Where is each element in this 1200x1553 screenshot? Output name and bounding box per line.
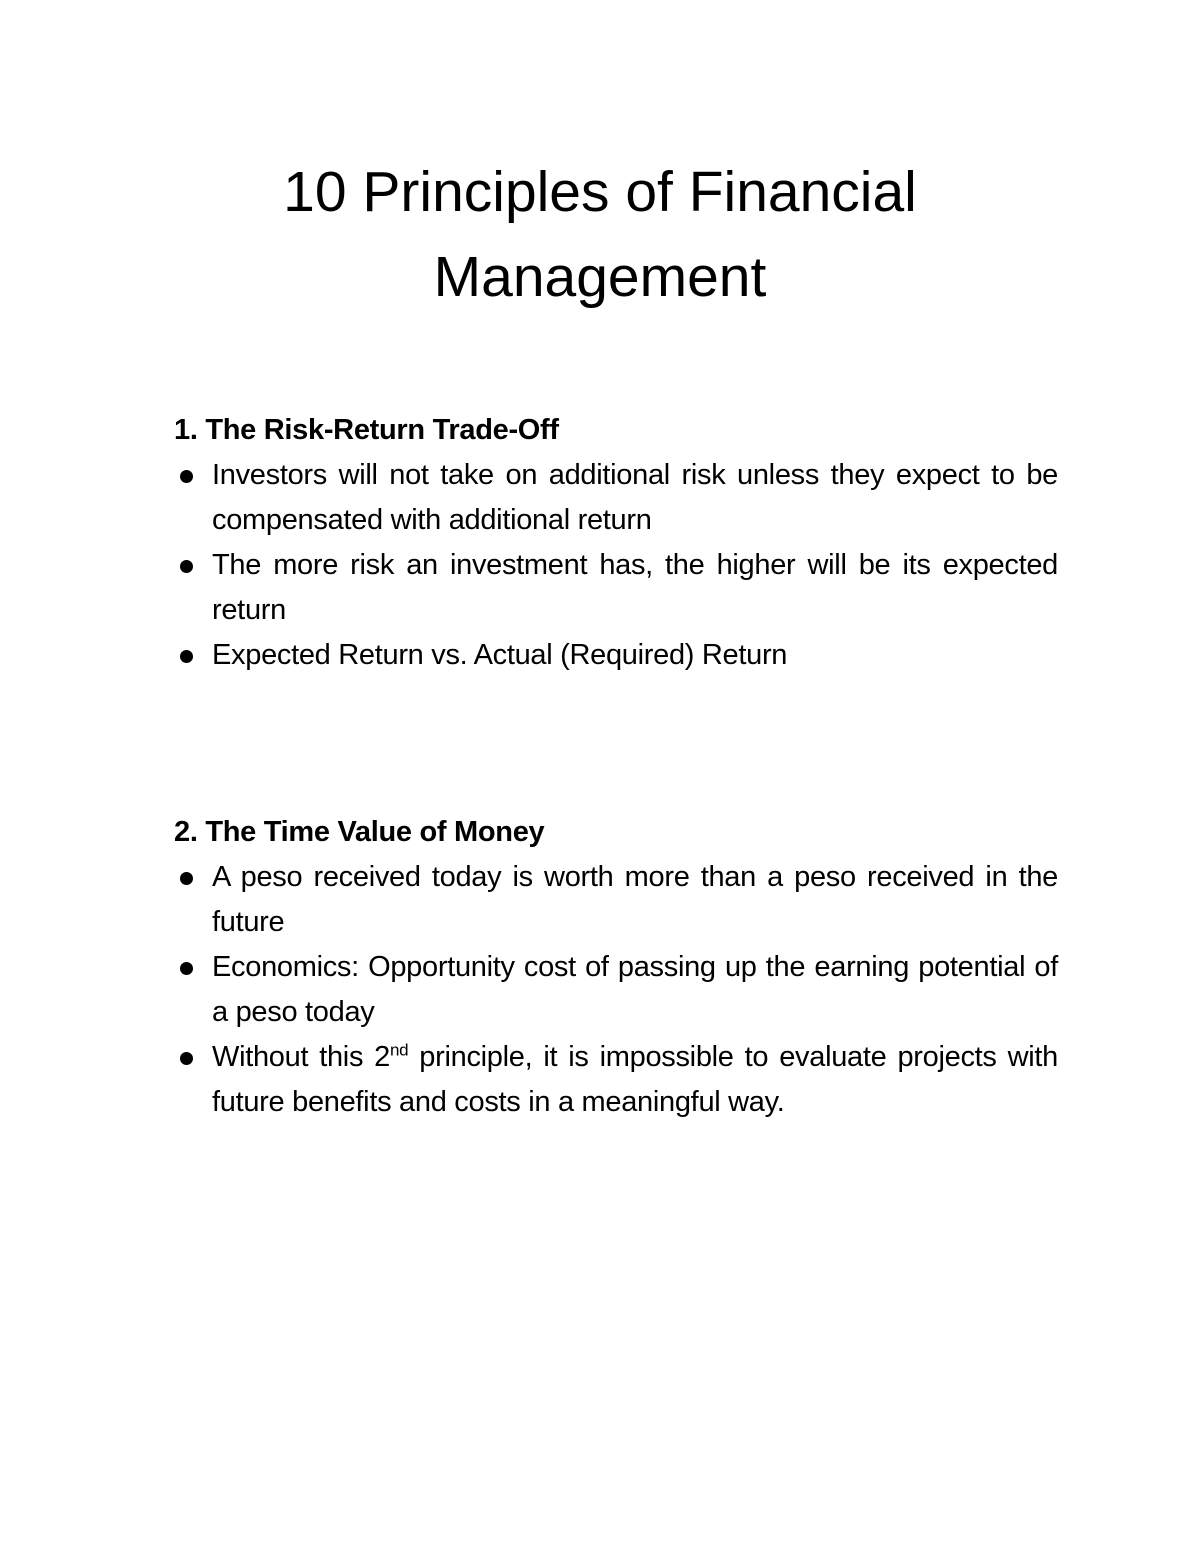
list-item bbox=[174, 453, 1058, 543]
section-heading: 2. The Time Value of Money bbox=[174, 816, 545, 848]
text-before-superscript: Without this 2 bbox=[212, 1041, 390, 1073]
title-line-1: 10 Principles of Financial bbox=[283, 160, 917, 224]
title-line-2: Management bbox=[433, 245, 767, 309]
bullet-list bbox=[174, 855, 1058, 1125]
list-item bbox=[174, 1035, 1058, 1125]
list-item-text: The more risk an investment has, the higher will be its expected return bbox=[212, 549, 1058, 626]
list-item bbox=[174, 633, 1058, 678]
bullet-icon bbox=[180, 872, 193, 885]
bullet-icon bbox=[180, 962, 193, 975]
page-title bbox=[0, 150, 1200, 320]
list-item-text: Economics: Opportunity cost of passing up the earning potential of a peso today bbox=[212, 951, 1058, 1028]
list-item bbox=[174, 855, 1058, 945]
text-after-superscript: principle, it is impossible to evaluate projects with future benefits and costs in a meaningful way. bbox=[212, 1041, 1058, 1118]
bullet-list bbox=[174, 453, 1058, 678]
list-item bbox=[174, 543, 1058, 633]
bullet-icon bbox=[180, 470, 193, 483]
bullet-icon bbox=[180, 560, 193, 573]
bullet-icon bbox=[180, 650, 193, 663]
section-heading: 1. The Risk-Return Trade-Off bbox=[174, 414, 559, 446]
list-item bbox=[174, 945, 1058, 1035]
section-time-value bbox=[174, 810, 1058, 1125]
section-risk-return bbox=[174, 408, 1058, 678]
list-item-text bbox=[212, 1041, 1058, 1118]
list-item-text: A peso received today is worth more than a peso received in the future bbox=[212, 861, 1058, 938]
list-item-text: Expected Return vs. Actual (Required) Return bbox=[212, 639, 788, 671]
list-item-text: Investors will not take on additional risk unless they expect to be compensated with additional return bbox=[212, 459, 1058, 536]
superscript: nd bbox=[389, 1040, 409, 1060]
bullet-icon bbox=[180, 1052, 193, 1065]
